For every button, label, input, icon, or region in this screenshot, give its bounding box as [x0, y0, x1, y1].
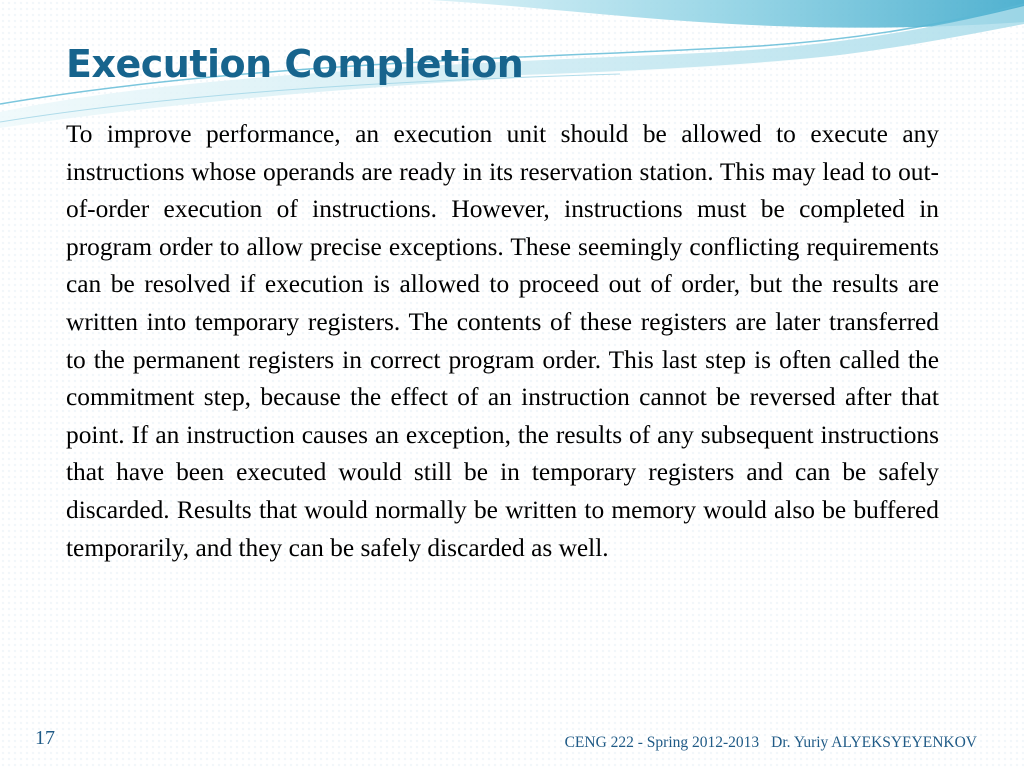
footer-course: CENG 222 - Spring 2012-2013	[564, 734, 760, 751]
slide-footer	[565, 734, 977, 752]
slide-title: Execution Completion	[66, 42, 524, 86]
slide-number: 17	[35, 727, 55, 749]
slide-body-paragraph: To improve performance, an execution unit should be allowed to execute any instructions whose operands are ready in its reservation station. This may lead to out-of-order execution of instructions. However, instructions must be completed in program order to allow precise exceptions. These seemingly conflicting requirements can be resolved if execution is allowed to proceed out of order, but the results are written into temporary registers. The contents of these registers are later transferred to the permanent registers in correct program order. This last step is often called the commitment step, because the effect of an instruction cannot be reversed after that point. If an instruction causes an exception, the results of any subsequent instructions that have been executed would still be in temporary registers and can be safely discarded. Results that would normally be written to memory would also be buffered temporarily, and they can be safely discarded as well.	[66, 120, 939, 562]
footer-author: Dr. Yuriy ALYEKSYEYENKOV	[771, 734, 977, 751]
